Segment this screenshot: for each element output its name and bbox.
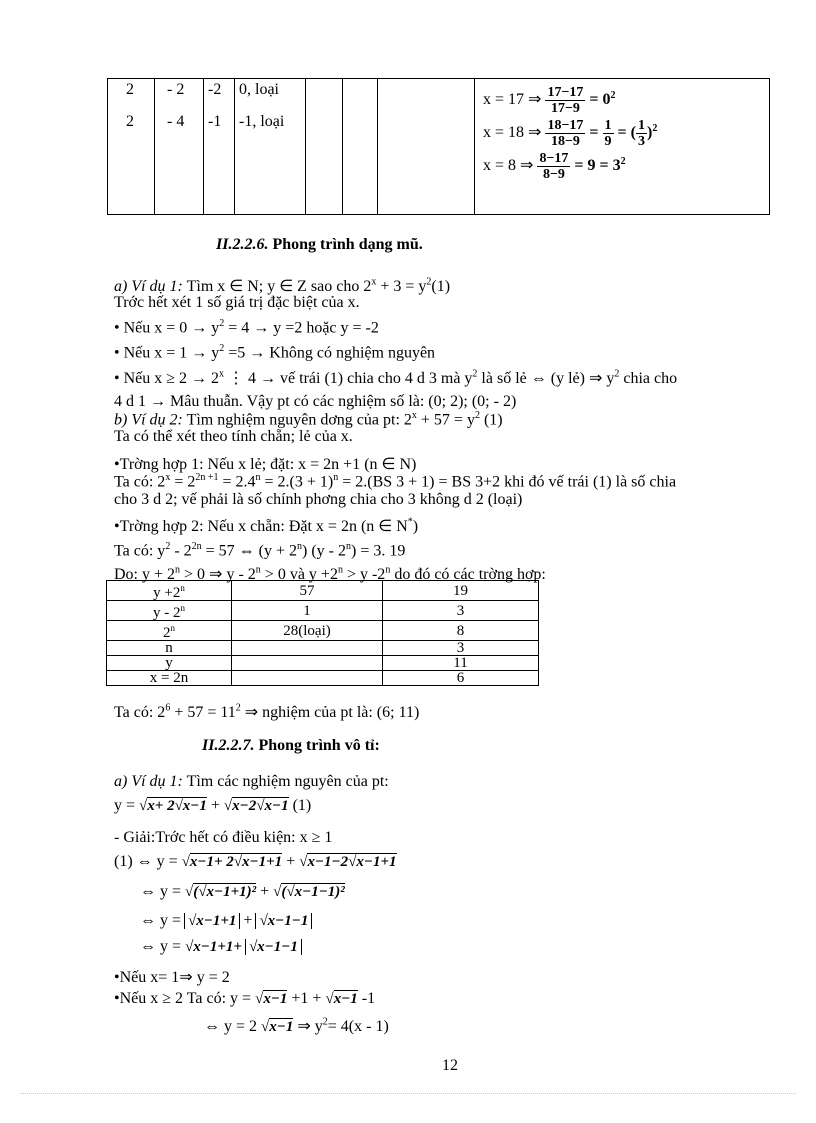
example-1-line — [114, 276, 450, 296]
cell: 11 — [383, 656, 539, 671]
radical: √(√x−1−1)² — [273, 884, 345, 900]
table-row — [107, 621, 539, 641]
numerator: 17−17 — [547, 85, 584, 100]
radical: √x−1+ 2√x−1+1 — [181, 854, 283, 870]
sup: x — [165, 472, 171, 483]
sup: n — [175, 564, 181, 576]
sup: n — [333, 472, 339, 483]
expression: √x−1+1+ — [185, 939, 242, 955]
section-title: Phong trình vô tỉ: — [258, 737, 380, 754]
table-row — [107, 671, 539, 686]
text-line: - Giải:Trớc hết có điều kiện: x ≥ 1 — [114, 829, 333, 846]
text: Tìm nghiệm nguyên dơng của pt: 2 — [182, 411, 412, 429]
equals: = ( — [617, 124, 636, 142]
text-line: Ta có: $2^6 + 57 = 11^2$ ⇒ nghiệm của pt là: (6; 11) — [114, 702, 420, 721]
text: - 2 — [170, 542, 192, 560]
text: =5 → Không có nghiệm nguyên — [224, 344, 436, 362]
x18-label: x = 18 ⇒ — [483, 124, 542, 142]
section-title: Phong trình dạng mũ. — [272, 236, 423, 253]
text: = 2.4 — [218, 473, 256, 491]
equation-line: y = √x+ 2√x−1 + √x−2√x−1 (1) — [114, 797, 312, 814]
text-line — [114, 541, 405, 560]
sup: 2n — [191, 541, 202, 552]
cell-results — [475, 79, 770, 215]
section-number: II.2.2.6. — [216, 236, 269, 253]
top-table — [107, 78, 770, 215]
text: ⋮ 4 → vế trái (1) chia cho 4 d 3 mà y — [224, 370, 473, 387]
text: Ta có: y — [114, 542, 166, 560]
cell — [155, 79, 204, 215]
cell: 3 — [383, 601, 539, 621]
section-number: II.2.2.7. — [202, 737, 255, 754]
cell-text: - 2 — [167, 81, 185, 98]
cell-text: -1, loại — [239, 113, 285, 130]
cell-text: 0, loại — [239, 81, 279, 98]
denominator: 17−9 — [550, 101, 580, 116]
bullet-line: •Nếu x ≥ 2 Ta có: y = √x−1 +1 + √x−1 -1 — [114, 990, 376, 1007]
cell — [235, 79, 306, 215]
text: chia cho — [619, 370, 678, 387]
row-x18 — [483, 118, 765, 149]
case-line: •Trờng hợp 1: Nếu x lẻ; đặt: x = 2n +1 (n ∈ N) — [114, 456, 417, 473]
text: Tìm x ∈ N; y ∈ Z sao cho 2 — [186, 278, 372, 295]
sup: n — [385, 564, 391, 576]
exponent: 2 — [620, 155, 626, 167]
fraction — [545, 85, 585, 116]
equation-line: ⇔ y = 2 √x−1 ⇒ $y^2= 4(x - 1)$ — [204, 1016, 389, 1035]
text: + 57 = y — [416, 411, 475, 429]
section-heading — [202, 737, 380, 755]
footer-divider — [20, 1093, 796, 1094]
example-3-line — [114, 773, 389, 791]
radical: √x−1 — [325, 991, 358, 1007]
cell — [232, 671, 383, 686]
page-number: 12 — [442, 1057, 458, 1074]
sup: 2 — [474, 410, 480, 421]
sup: x — [411, 410, 417, 421]
fraction — [537, 151, 570, 182]
radical: √x−1 — [261, 1019, 294, 1035]
text-line: Trớc hết xét 1 số giá trị đặc biệt của x. — [114, 294, 360, 311]
cell — [232, 656, 383, 671]
case-line — [114, 516, 418, 536]
denominator: 9 — [604, 134, 612, 149]
text: là số lẻ ⇔ (y lẻ) ⇒ y — [477, 370, 615, 387]
section-heading — [216, 236, 423, 254]
sup: 2 — [426, 276, 432, 288]
cell: 2$^n$ — [107, 621, 232, 641]
denominator: 18−9 — [550, 134, 580, 149]
text: ) (y - 2 — [302, 542, 346, 560]
text: + 3 = y — [376, 278, 427, 295]
equation-line: ⇔ y = √x−1+1+ √x−1−1 — [140, 938, 305, 956]
bullet-line — [114, 318, 379, 337]
x17-label: x = 17 ⇒ — [483, 91, 542, 109]
example-2-line — [114, 410, 503, 429]
sup: 2 — [614, 368, 620, 380]
sup: 2 — [219, 318, 225, 329]
table-row — [107, 656, 539, 671]
cell: 3 — [383, 641, 539, 656]
text: Tìm các nghiệm nguyên của pt: — [182, 773, 389, 790]
x8-label: x = 8 ⇒ — [483, 157, 534, 175]
cell — [306, 79, 343, 215]
numerator: 1 — [604, 118, 612, 133]
radical: √x−2√x−1 — [223, 798, 289, 814]
sup: x — [371, 276, 377, 288]
text-line: 4 d 1 → Mâu thuẫn. Vậy pt có các nghiệm số là: (0; 2); (0; - 2) — [114, 393, 517, 410]
text: (1) — [479, 411, 503, 429]
sup: n — [346, 541, 351, 552]
text: > 0 ⇒ y - 2 — [180, 566, 256, 583]
sup: n — [255, 472, 261, 483]
radical: √x−1 — [255, 991, 288, 1007]
fraction — [636, 118, 647, 149]
table-row — [107, 581, 539, 601]
exponent: 2 — [610, 89, 616, 101]
sup: 2 — [165, 541, 171, 552]
abs-value: √x−1−1 — [259, 913, 309, 929]
text: > 0 và y +2 — [260, 566, 338, 583]
table-row — [107, 601, 539, 621]
cell: 19 — [383, 581, 539, 601]
text: Do: y + 2 — [114, 566, 176, 583]
text-line: cho 3 d 2; vế phải là số chính phơng chia cho 3 không d 2 (loại) — [114, 491, 523, 508]
text: = 2.(BS 3 + 1) = BS 3+2 khi đó vế trái (1) là số chia — [338, 473, 677, 491]
text: = 57 ⇔ (y + 2 — [201, 542, 298, 560]
sup: n — [297, 541, 303, 552]
text: • Nếu x = 0 → y — [114, 319, 220, 337]
text: > y -2 — [342, 566, 386, 583]
fraction — [603, 118, 614, 149]
text: ) — [412, 518, 419, 535]
cell-text: 2 — [126, 113, 134, 130]
equation-line: ⇔ y = √(√x−1+1)² + √(√x−1−1)² — [140, 883, 345, 900]
example-label: b) Ví dụ 2: — [114, 411, 183, 429]
cell: $y +2^n$ — [107, 581, 232, 601]
text: •Trờng hợp 2: Nếu x chẵn: Đặt x = 2n (n ∈ N — [114, 518, 408, 535]
numerator: 18−17 — [547, 118, 584, 133]
paren: ) — [647, 124, 653, 142]
row-x8 — [483, 151, 765, 182]
text: ) = 3. 19 — [351, 542, 406, 560]
sup: 2n +1 — [195, 472, 219, 483]
cell — [343, 79, 378, 215]
cell — [378, 79, 475, 215]
equation-line: (1) ⇔ y = √x−1+ 2√x−1+1 + √x−1−2√x−1+1 — [114, 853, 397, 870]
cell — [108, 79, 155, 215]
sup: 2 — [219, 343, 225, 354]
text: do đó có các trờng hợp: — [390, 566, 546, 583]
cell: 57 — [232, 581, 383, 601]
denominator: 3 — [638, 134, 645, 149]
sup: x — [219, 368, 225, 380]
numerator: 8−17 — [539, 151, 569, 166]
cell-text: - 4 — [167, 113, 185, 130]
text: = 2.(3 + 1) — [260, 473, 334, 491]
radical: √(√x−1+1)² — [185, 884, 257, 900]
bullet-line: •Nếu x= 1⇒ y = 2 — [114, 969, 230, 986]
table-row — [107, 641, 539, 656]
sup: n — [255, 564, 261, 576]
text-line: Ta có thể xét theo tính chẵn; lẻ của x. — [114, 428, 353, 445]
sup: 2 — [472, 368, 478, 380]
text: • Nếu x = 1 → y — [114, 344, 220, 362]
sup: n — [337, 564, 343, 576]
example-label: a) Ví dụ 1: — [114, 773, 183, 790]
cell: 6 — [383, 671, 539, 686]
cell-text: -1 — [208, 113, 222, 130]
sup: * — [407, 516, 413, 528]
text: = 2 — [170, 473, 196, 491]
cell: 8 — [383, 621, 539, 641]
text-line — [114, 472, 676, 491]
equation-line: ⇔ y = √x−1+1 + √x−1−1 — [140, 912, 315, 930]
cell: n — [107, 641, 232, 656]
cell — [204, 79, 235, 215]
example-label: a) Ví dụ 1: — [114, 278, 183, 295]
exponent: 2 — [652, 122, 658, 134]
cell: x = 2n — [107, 671, 232, 686]
cell: 28(loại) — [232, 621, 383, 641]
denominator: 8−9 — [542, 167, 565, 182]
bullet-line — [114, 368, 677, 388]
cell — [232, 641, 383, 656]
result: = 0 — [589, 91, 611, 109]
abs-value: √x−1−1 — [248, 939, 298, 955]
cell-text: 2 — [126, 81, 134, 98]
row-x17 — [483, 85, 765, 116]
bullet-line — [114, 343, 435, 362]
abs-value: √x−1+1 — [188, 913, 237, 929]
cell: y - 2$^n$ — [107, 601, 232, 621]
fraction — [545, 118, 585, 149]
radical: √x+ 2√x−1 — [139, 798, 207, 814]
text: Ta có: 2 — [114, 473, 166, 491]
cell: y — [107, 656, 232, 671]
cell-text: -2 — [208, 81, 222, 98]
radical: √x−1−2√x−1+1 — [299, 854, 397, 870]
text: • Nếu x ≥ 2 → 2 — [114, 370, 220, 387]
text: = 4 → y =2 hoặc y = -2 — [224, 319, 379, 337]
cell: 1 — [232, 601, 383, 621]
result: = 9 = 3 — [574, 157, 621, 175]
text: (1) — [431, 278, 451, 295]
equals: = — [589, 124, 599, 142]
cases-table — [106, 580, 539, 686]
numerator: 1 — [638, 118, 645, 133]
